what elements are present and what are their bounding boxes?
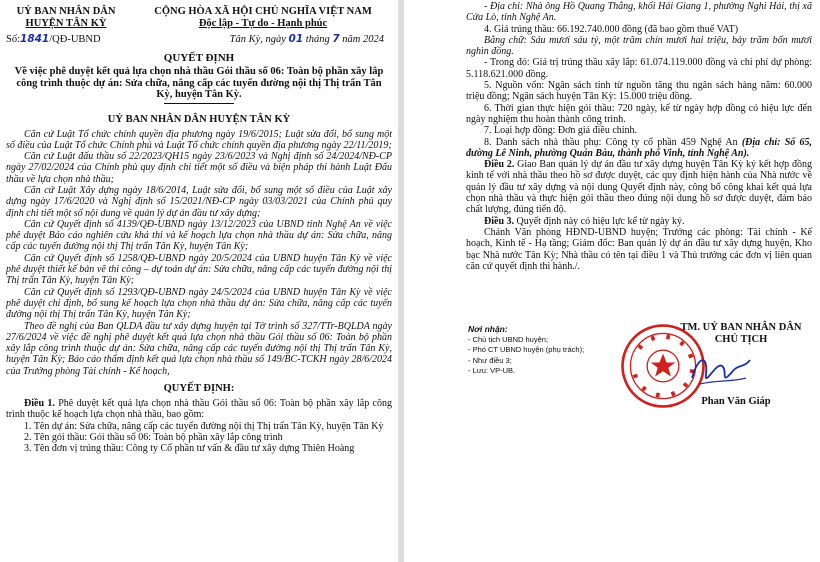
document-header (6, 6, 392, 46)
winning-price: 4. Giá trúng thầu: 66.192.740.000 đồng (đã bao gồm thuế VAT) (484, 23, 739, 35)
signer-title-line-2: CHỦ TỊCH (714, 334, 768, 345)
basis-6: Căn cứ Quyết định số 1293/QĐ-UBND ngày 24/5/2024 của UBND huyện Tân Kỳ về việc phê duyệt chỉ định, bổ sung kế hoạch lựa chọn nhà thầu dự án: Sửa chữa, nâng cấp các tuyến đường nội thị Thị trấn Tân Kỳ, huyện Tân Kỳ; (6, 286, 392, 321)
duration: 6. Thời gian thực hiện gói thầu: 720 ngày, kể từ ngày hợp đồng có hiệu lực đến ngày nghiệm thu hoàn thành công trình. (466, 102, 812, 125)
nation-line-1: CỘNG HÒA XÃ HỘI CHỦ NGHĨA VIỆT NAM (154, 6, 372, 17)
nation-motto: Độc lập - Tự do - Hạnh phúc (198, 18, 328, 29)
basis-3: Căn cứ Luật Xây dựng ngày 18/6/2014, Luật sửa đổi, bổ sung một số điều của Luật xây dựng ngày 17/6/2020 và Nghị định số 15/2021/NĐ-CP ngày 03/03/2021 của Chính phủ quy định chi tiết một số nội dung về quản lý dự án đầu tư xây dựng; (6, 184, 392, 219)
recipients-block (468, 324, 584, 377)
article-1-head: Điều 1. (24, 398, 55, 410)
article-1 (6, 398, 392, 421)
recipient-item: - Phó CT UBND huyện (phụ trách); (468, 345, 585, 354)
article-3 (466, 216, 812, 227)
issue-date (134, 33, 392, 46)
signer-name: Phan Văn Giáp (701, 396, 771, 407)
nation-block (134, 6, 392, 46)
closing-paragraph: Chánh Văn phòng HĐND-UBND huyện; Trưởng các phòng: Tài chính - Kế hoạch, Kinh tế - Hạ tầng; Giám đốc: Ban quản lý dự án đầu tư xây dựng huyện, Kho bạc Nhà nước Tân Kỳ; Nhà thầu có tên tại điều 1 và Thủ trưởng các đơn vị liên quan căn cứ quyết định thi hành./. (466, 226, 812, 272)
number-suffix: /QĐ-UBND (49, 34, 101, 45)
subcontractor (466, 137, 812, 160)
funding-source: 5. Nguồn vốn: Ngân sách tỉnh từ nguồn tăng thu ngân sách hàng năm: 60.000 triệu đồng; Ngân sách huyện Tân Kỳ: 15.000 triệu đồng. (466, 80, 812, 103)
date-month: 7 (332, 33, 340, 45)
basis-1: Căn cứ Luật Tổ chức chính quyền địa phương ngày 19/6/2015; Luật sửa đổi, bổ sung một số điều của Luật Tổ chức Chính phủ và Luật Tổ chức chính quyền địa phương ngày 22/11/2019; (6, 128, 392, 151)
subcontractor-name: 8. Danh sách nhà thầu phụ: Công ty cổ phần 459 Nghệ An (484, 136, 742, 148)
article-1-body: Phê duyệt kết quả lựa chọn nhà thầu Gói thầu số 06: Toàn bộ phần xây lắp công trình thuộc kế hoạch lựa chọn nhà thầu, bao gồm: (6, 398, 392, 421)
authority-heading: UỶ BAN NHÂN DÂN HUYỆN TÂN KỲ (107, 113, 291, 125)
number-prefix: Số: (6, 34, 21, 45)
price-in-words: Bằng chữ: Sáu mươi sáu tỷ, một trăm chín mươi hai triệu, bảy trăm bốn mươi nghìn đồng. (466, 34, 812, 58)
article-1-item: 2. Tên gói thầu: Gói thầu số 06: Toàn bộ phần xây lắp công trình (24, 431, 283, 443)
article-2-body: Giao Ban quản lý dự án đầu tư xây dựng huyện Tân Kỳ ký kết hợp đồng kinh tế với nhà thầu theo hồ sơ được duyệt, các quy định hiện hành của Nhà nước về quản lý đầu tư xây dựng và nội dung Quyết định này, công bố công khai kết quả lựa chọn nhà thầu và thực hiện gói thầu theo đúng nội dung hồ sơ được duyệt, đảm bảo chất lượng, đúng tiến độ. (466, 159, 812, 216)
price-breakdown: - Trong đó: Giá trị trúng thầu xây lắp: 61.074.119.000 đồng và chi phí dự phòng: 5.118.621.000 đồng. (466, 57, 812, 80)
basis-4: Căn cứ Quyết định số 4139/QĐ-UBND ngày 13/12/2023 của UBND tỉnh Nghệ An về việc phê duyệt Báo cáo nghiên cứu khả thi và kế hoạch lựa chọn nhà thầu dự án: Sửa chữa, nâng cấp các tuyến đường nội thị Thị trấn Tân Kỳ, huyện Tân Kỳ; (6, 218, 392, 253)
date-text-c: năm 2024 (339, 34, 384, 45)
recipient-item: - Như điều 3; (468, 355, 512, 365)
issuer-block (6, 6, 126, 46)
issuer-line-2: HUYỆN TÂN KỲ (25, 18, 107, 29)
date-day: 01 (288, 33, 304, 45)
contractor-address: - Địa chỉ: Nhà ông Hồ Quang Thắng, khối Hải Giang 1, phường Nghi Hải, thị xã Cửa Lò, tỉnh Nghệ An. (466, 1, 812, 24)
signer-title (666, 322, 816, 346)
basis-7: Theo đề nghị của Ban QLDA đầu tư xây dựng huyện tại Tờ trình số 327/TTr-BQLDA ngày 27/6/2024 về việc đề nghị phê duyệt kết quả lựa chọn nhà thầu Gói thầu số 06: Toàn bộ phần xây lắp công trình thuộc dự án: Sửa chữa, nâng cấp các tuyến đường nội thị Thị trấn Tân Kỳ, huyện Tân Kỳ; Báo cáo thẩm định kết quả lựa chọn nhà thầu số 149/BC-TCKH ngày 28/6/2024 của Trưởng phòng Tài chính - Kế hoạch, (6, 320, 392, 377)
article-2 (466, 159, 812, 215)
doc-subject: Về việc phê duyệt kết quả lựa chọn nhà thầu Gói thầu số 06: Toàn bộ phần xây lắp công trình thuộc dự án: Sửa chữa, nâng cấp các tuyến đường nội thị Thị trấn Tân Kỳ, huyện Tân Kỳ. (14, 66, 384, 100)
basis-5: Căn cứ Quyết định số 1258/QĐ-UBND ngày 20/5/2024 của UBND huyện Tân Kỳ về việc phê duyệt thiết kế bản vẽ thi công – dự toán dự án: Sửa chữa, nâng cấp các tuyến đường nội thị Thị trấn Tân Kỳ, huyện Tân Kỳ; (6, 252, 392, 287)
article-1-item: 1. Tên dự án: Sửa chữa, nâng cấp các tuyến đường nội thị Thị trấn Tân Kỳ, huyện Tân Kỳ (24, 420, 384, 432)
date-text-b: tháng (303, 34, 333, 45)
issuer-line-1: UỶ BAN NHÂN DÂN (16, 6, 116, 17)
signer-title-line-1: TM. UỶ BAN NHÂN DÂN (680, 322, 802, 333)
article-3-body: Quyết định này có hiệu lực kể từ ngày ký. (514, 215, 685, 227)
page-left (0, 0, 398, 562)
recipients-title: Nơi nhận: (468, 324, 508, 334)
date-text-a: Tân Kỳ, ngày (229, 34, 289, 45)
bases-list (6, 129, 392, 378)
recipient-item: - Chủ tịch UBND huyện; (468, 334, 549, 344)
number-handwritten: 1841 (20, 33, 50, 45)
article-2-head: Điều 2. (484, 159, 515, 171)
document-number (6, 33, 126, 46)
page-right (404, 0, 820, 562)
subcontractor-address: (Địa chỉ: Số 65, đường Lê Ninh, phường Quán Bàu, thành phố Vinh, tỉnh Nghệ An). (466, 136, 812, 159)
contract-type: 7. Loại hợp đồng: Đơn giá điều chỉnh. (484, 125, 638, 137)
article-3-head: Điều 3. (484, 215, 514, 227)
decides-heading: QUYẾT ĐỊNH: (163, 383, 235, 395)
divider (164, 103, 234, 104)
article-1-item: 3. Tên đơn vị trúng thầu: Công ty Cổ phần tư vấn & đầu tư xây dựng Thiên Hoàng (24, 443, 355, 455)
handwritten-signature (686, 348, 756, 394)
recipient-item: - Lưu: VP-UB. (468, 366, 516, 375)
article-1-continued (466, 1, 812, 159)
basis-2: Căn cứ Luật đấu thầu số 22/2023/QH15 ngày 23/6/2023 và Nghị định số 24/2024/NĐ-CP ngày 27/02/2024 của Chính phủ quy định chi tiết một số điều và biện pháp thi hành Luật Đấu thầu về lựa chọn nhà thầu; (6, 151, 392, 185)
doc-title: QUYẾT ĐỊNH (163, 52, 235, 64)
